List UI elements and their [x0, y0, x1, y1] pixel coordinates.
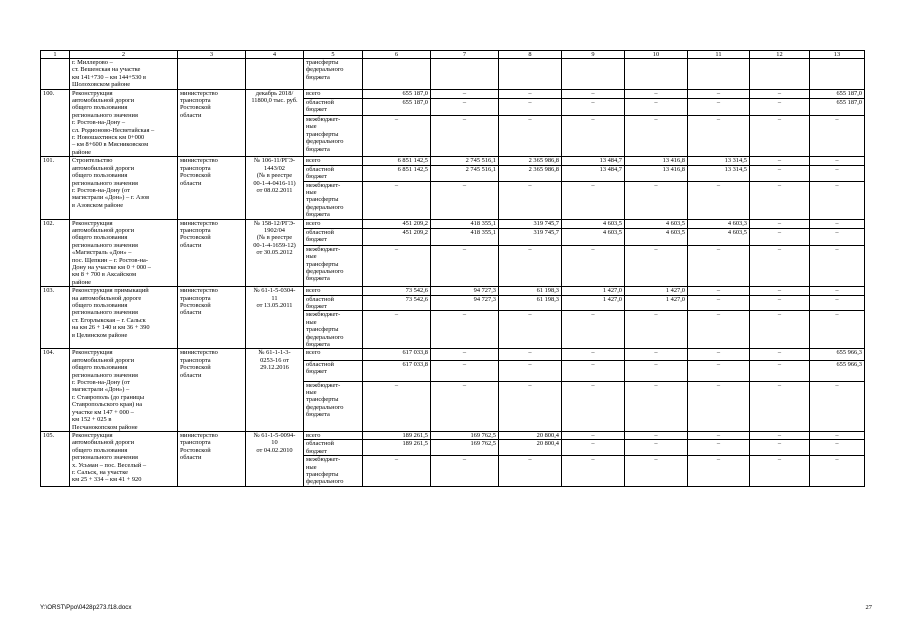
- funding-type-cell: областной бюджет: [304, 228, 363, 245]
- value-cell: –: [688, 245, 750, 286]
- row-number-cell: 101.: [41, 157, 70, 219]
- value-cell: 655 187,0: [363, 98, 431, 115]
- document-cell: декабрь 2018/ 11800,0 тыс. руб.: [246, 89, 304, 157]
- organization-cell: министерство транспорта Ростовской области: [178, 349, 246, 431]
- value-cell: –: [431, 456, 499, 487]
- value-cell: –: [625, 89, 688, 98]
- column-number-header: 5: [304, 51, 363, 59]
- organization-cell: министерство транспорта Ростовской области: [178, 157, 246, 219]
- value-cell: 189 261,5: [363, 440, 431, 456]
- value-cell: –: [499, 115, 562, 156]
- table-row: [41, 219, 865, 228]
- value-cell: 94 727,3: [431, 295, 499, 311]
- value-cell: –: [562, 115, 625, 156]
- value-cell: –: [625, 349, 688, 360]
- value-cell: –: [810, 287, 865, 295]
- value-cell: 4 603,5: [688, 228, 750, 245]
- column-number-header: 2: [70, 51, 178, 59]
- value-cell: 13 314,5: [688, 157, 750, 165]
- row-number-cell: 105.: [41, 431, 70, 486]
- funding-type-cell: межбюджет- ные трансферты федерального бюджета: [304, 181, 363, 219]
- value-cell: 418 355,1: [431, 219, 499, 228]
- value-cell: 2 365 986,8: [499, 157, 562, 165]
- value-cell: –: [688, 311, 750, 349]
- value-cell: 319 745,7: [499, 219, 562, 228]
- value-cell: [562, 59, 625, 90]
- value-cell: –: [431, 311, 499, 349]
- value-cell: –: [688, 360, 750, 381]
- value-cell: –: [562, 440, 625, 456]
- value-cell: [499, 59, 562, 90]
- value-cell: –: [431, 360, 499, 381]
- organization-cell: [178, 59, 246, 90]
- table-row: [41, 157, 865, 165]
- value-cell: –: [750, 89, 810, 98]
- value-cell: –: [431, 245, 499, 286]
- funding-type-cell: межбюджет- ные трансферты федерального: [304, 456, 363, 487]
- value-cell: –: [750, 381, 810, 431]
- value-cell: –: [750, 295, 810, 311]
- value-cell: 73 542,6: [363, 295, 431, 311]
- value-cell: –: [625, 115, 688, 156]
- value-cell: –: [499, 245, 562, 286]
- value-cell: –: [431, 181, 499, 219]
- value-cell: 617 033,8: [363, 360, 431, 381]
- row-number-cell: 103.: [41, 287, 70, 349]
- funding-type-cell: трансферты федерального бюджета: [304, 59, 363, 90]
- value-cell: 451 209,2: [363, 228, 431, 245]
- value-cell: –: [625, 181, 688, 219]
- value-cell: –: [688, 115, 750, 156]
- value-cell: –: [810, 440, 865, 456]
- value-cell: –: [810, 431, 865, 439]
- table-row: [41, 431, 865, 439]
- value-cell: 4 603,3: [688, 219, 750, 228]
- value-cell: –: [688, 181, 750, 219]
- document-cell: № 61-1-1-3- 0253-16 от 29.12.2016: [246, 349, 304, 431]
- value-cell: –: [499, 360, 562, 381]
- document-cell: № 158-12/РГЭ- 1902/04 (№ в реестре 00-1-4-1659-12) от 30.05.2012: [246, 219, 304, 287]
- value-cell: –: [562, 245, 625, 286]
- funding-type-cell: всего: [304, 349, 363, 360]
- funding-type-cell: межбюджет- ные трансферты федерального бюджета: [304, 381, 363, 431]
- value-cell: 169 762,5: [431, 431, 499, 439]
- value-cell: –: [810, 165, 865, 181]
- value-cell: –: [363, 115, 431, 156]
- organization-cell: министерство транспорта Ростовской области: [178, 219, 246, 287]
- funding-type-cell: всего: [304, 287, 363, 295]
- value-cell: –: [625, 360, 688, 381]
- value-cell: 169 762,5: [431, 440, 499, 456]
- value-cell: 94 727,3: [431, 287, 499, 295]
- value-cell: 20 800,4: [499, 431, 562, 439]
- document-cell: № 61-1-5-0094- 10 от 04.02.2010: [246, 431, 304, 486]
- value-cell: –: [562, 431, 625, 439]
- value-cell: [810, 59, 865, 90]
- value-cell: 1 427,0: [562, 287, 625, 295]
- value-cell: –: [688, 349, 750, 360]
- value-cell: 20 800,4: [499, 440, 562, 456]
- value-cell: –: [562, 89, 625, 98]
- value-cell: 655 187,0: [810, 98, 865, 115]
- footer-file-path: Y:\ORST\Ppo\0428p273.f18.docx: [40, 604, 132, 611]
- funding-type-cell: межбюджет- ные трансферты федерального бюджета: [304, 115, 363, 156]
- value-cell: –: [363, 311, 431, 349]
- value-cell: –: [625, 311, 688, 349]
- value-cell: –: [499, 98, 562, 115]
- object-name-cell: Реконструкция примыкаций на автомобильной дороге общего пользования регионального значения ст. Егорлыкская – г. Сальск на км 26 + 140 и км 36 + 390 в Целинском районе: [70, 287, 178, 349]
- value-cell: 4 603,5: [625, 228, 688, 245]
- document-cell: [246, 59, 304, 90]
- value-cell: –: [688, 440, 750, 456]
- value-cell: –: [625, 440, 688, 456]
- value-cell: [750, 59, 810, 90]
- value-cell: –: [810, 456, 865, 487]
- object-name-cell: Реконструкция автомобильной дороги общего пользования регионального значения х. Усьман – пос. Веселый – г. Сальск, на участке км 25 + 334 – км 41 + 920: [70, 431, 178, 486]
- value-cell: –: [499, 311, 562, 349]
- funding-type-cell: межбюджет- ные трансферты федерального бюджета: [304, 311, 363, 349]
- value-cell: –: [499, 349, 562, 360]
- funding-type-cell: всего: [304, 89, 363, 98]
- value-cell: 6 851 142,5: [363, 165, 431, 181]
- value-cell: –: [810, 115, 865, 156]
- object-name-cell: г. Миллерово – ст. Вешенская на участке км 141+730 – км 144+530 в Шолоховском районе: [70, 59, 178, 90]
- value-cell: –: [562, 360, 625, 381]
- value-cell: 1 427,0: [625, 295, 688, 311]
- value-cell: –: [625, 381, 688, 431]
- value-cell: –: [750, 115, 810, 156]
- value-cell: –: [750, 98, 810, 115]
- table-row: [41, 287, 865, 295]
- column-number-header: 10: [625, 51, 688, 59]
- value-cell: 13 314,5: [688, 165, 750, 181]
- value-cell: –: [363, 456, 431, 487]
- table-row: [41, 349, 865, 360]
- value-cell: –: [750, 157, 810, 165]
- value-cell: –: [810, 219, 865, 228]
- value-cell: –: [688, 456, 750, 487]
- funding-type-cell: областной бюджет: [304, 360, 363, 381]
- row-number-cell: 102.: [41, 219, 70, 287]
- value-cell: –: [750, 245, 810, 286]
- value-cell: –: [625, 431, 688, 439]
- value-cell: [431, 59, 499, 90]
- value-cell: 13 416,8: [625, 165, 688, 181]
- column-number-header: 12: [750, 51, 810, 59]
- value-cell: 319 745,7: [499, 228, 562, 245]
- funding-type-cell: всего: [304, 431, 363, 439]
- column-number-header: 9: [562, 51, 625, 59]
- document-cell: № 61-1-5-0304- 11 от 13.05.2011: [246, 287, 304, 349]
- value-cell: –: [750, 219, 810, 228]
- value-cell: –: [625, 245, 688, 286]
- object-name-cell: Реконструкция автомобильной дороги общего пользования регионального значения «Магистраль «Дон» – пос. Щепкин – г. Ростов-на- Дону на участке км 0 + 000 – км 8 + 700 в Аксайском районе: [70, 219, 178, 287]
- column-number-header: 6: [363, 51, 431, 59]
- header-row: [41, 51, 865, 59]
- continuation-row: [41, 59, 865, 90]
- value-cell: –: [688, 98, 750, 115]
- value-cell: 61 198,3: [499, 287, 562, 295]
- value-cell: –: [562, 381, 625, 431]
- funding-type-cell: областной бюджет: [304, 98, 363, 115]
- value-cell: 73 542,6: [363, 287, 431, 295]
- value-cell: 4 603,5: [625, 219, 688, 228]
- value-cell: –: [810, 157, 865, 165]
- organization-cell: министерство транспорта Ростовской области: [178, 89, 246, 157]
- funding-type-cell: всего: [304, 219, 363, 228]
- column-number-header: 4: [246, 51, 304, 59]
- value-cell: –: [625, 456, 688, 487]
- column-number-header: 13: [810, 51, 865, 59]
- value-cell: –: [688, 431, 750, 439]
- value-cell: –: [750, 349, 810, 360]
- value-cell: –: [688, 287, 750, 295]
- funding-type-cell: всего: [304, 157, 363, 165]
- funding-type-cell: областной бюджет: [304, 295, 363, 311]
- value-cell: –: [810, 295, 865, 311]
- investment-table: [40, 50, 865, 487]
- funding-type-cell: областной бюджет: [304, 440, 363, 456]
- object-name-cell: Реконструкция автомобильной дороги общего пользования регионального значения г. Ростов-на-Дону (от магистрали «Дон») – г. Ставрополь (до границы Ставропольского края) на участке км 147 + 000 – км 152 + 025 в Песчанокопском районе: [70, 349, 178, 431]
- value-cell: –: [363, 181, 431, 219]
- value-cell: –: [431, 98, 499, 115]
- value-cell: –: [688, 381, 750, 431]
- value-cell: –: [562, 456, 625, 487]
- funding-type-cell: межбюджет- ные трансферты федерального бюджета: [304, 245, 363, 286]
- object-name-cell: Строительство автомобильной дороги общего пользования регионального значения г. Ростов-на-Дону (от магистрали «Дон») – г. Азов в Азовском районе: [70, 157, 178, 219]
- value-cell: –: [688, 89, 750, 98]
- value-cell: –: [562, 181, 625, 219]
- value-cell: –: [625, 98, 688, 115]
- value-cell: –: [562, 349, 625, 360]
- value-cell: –: [810, 245, 865, 286]
- value-cell: 655 187,0: [810, 89, 865, 98]
- value-cell: –: [431, 115, 499, 156]
- value-cell: [625, 59, 688, 90]
- value-cell: –: [431, 349, 499, 360]
- value-cell: 13 484,7: [562, 157, 625, 165]
- value-cell: –: [750, 181, 810, 219]
- value-cell: 1 427,0: [562, 295, 625, 311]
- value-cell: –: [750, 456, 810, 487]
- row-number-cell: 104.: [41, 349, 70, 431]
- object-name-cell: Реконструкция автомобильной дороги общего пользования регионального значения г. Ростов-на-Дону – сл. Родионово-Несветайская – г. Новошахтинск км 0+000 – км 8+600 в Мясниковском районе: [70, 89, 178, 157]
- column-number-header: 1: [41, 51, 70, 59]
- value-cell: –: [810, 228, 865, 245]
- value-cell: 2 745 516,1: [431, 157, 499, 165]
- organization-cell: министерство транспорта Ростовской области: [178, 431, 246, 486]
- value-cell: 655 966,3: [810, 349, 865, 360]
- value-cell: 4 603,5: [562, 228, 625, 245]
- value-cell: –: [750, 360, 810, 381]
- value-cell: –: [810, 311, 865, 349]
- value-cell: 61 198,3: [499, 295, 562, 311]
- value-cell: –: [750, 431, 810, 439]
- value-cell: –: [431, 89, 499, 98]
- value-cell: –: [562, 311, 625, 349]
- value-cell: –: [750, 311, 810, 349]
- value-cell: 2 745 516,1: [431, 165, 499, 181]
- value-cell: 2 365 986,8: [499, 165, 562, 181]
- value-cell: –: [562, 98, 625, 115]
- table-row: [41, 89, 865, 98]
- value-cell: –: [750, 228, 810, 245]
- value-cell: 451 209,2: [363, 219, 431, 228]
- value-cell: –: [499, 381, 562, 431]
- value-cell: –: [431, 381, 499, 431]
- value-cell: –: [750, 287, 810, 295]
- value-cell: 13 484,7: [562, 165, 625, 181]
- value-cell: –: [810, 381, 865, 431]
- row-number-cell: [41, 59, 70, 90]
- funding-type-cell: областной бюджет: [304, 165, 363, 181]
- column-number-header: 11: [688, 51, 750, 59]
- value-cell: [688, 59, 750, 90]
- value-cell: 13 416,8: [625, 157, 688, 165]
- value-cell: –: [499, 456, 562, 487]
- value-cell: –: [810, 181, 865, 219]
- column-number-header: 3: [178, 51, 246, 59]
- value-cell: 418 355,1: [431, 228, 499, 245]
- value-cell: [363, 59, 431, 90]
- column-number-header: 7: [431, 51, 499, 59]
- value-cell: 1 427,0: [625, 287, 688, 295]
- value-cell: 655 187,0: [363, 89, 431, 98]
- value-cell: –: [363, 245, 431, 286]
- value-cell: –: [499, 89, 562, 98]
- value-cell: –: [750, 165, 810, 181]
- value-cell: –: [363, 381, 431, 431]
- organization-cell: министерство транспорта Ростовской области: [178, 287, 246, 349]
- value-cell: 6 851 142,5: [363, 157, 431, 165]
- page-number: 27: [865, 604, 872, 611]
- row-number-cell: 100.: [41, 89, 70, 157]
- column-number-header: 8: [499, 51, 562, 59]
- value-cell: 655 966,3: [810, 360, 865, 381]
- value-cell: 189 261,5: [363, 431, 431, 439]
- value-cell: 617 033,8: [363, 349, 431, 360]
- value-cell: 4 603,5: [562, 219, 625, 228]
- document-cell: № 106-11/РГЭ- 1443/02 (№ в реестре 00-1-4-0416-11) от 08.02.2011: [246, 157, 304, 219]
- value-cell: –: [499, 181, 562, 219]
- value-cell: –: [688, 295, 750, 311]
- value-cell: –: [750, 440, 810, 456]
